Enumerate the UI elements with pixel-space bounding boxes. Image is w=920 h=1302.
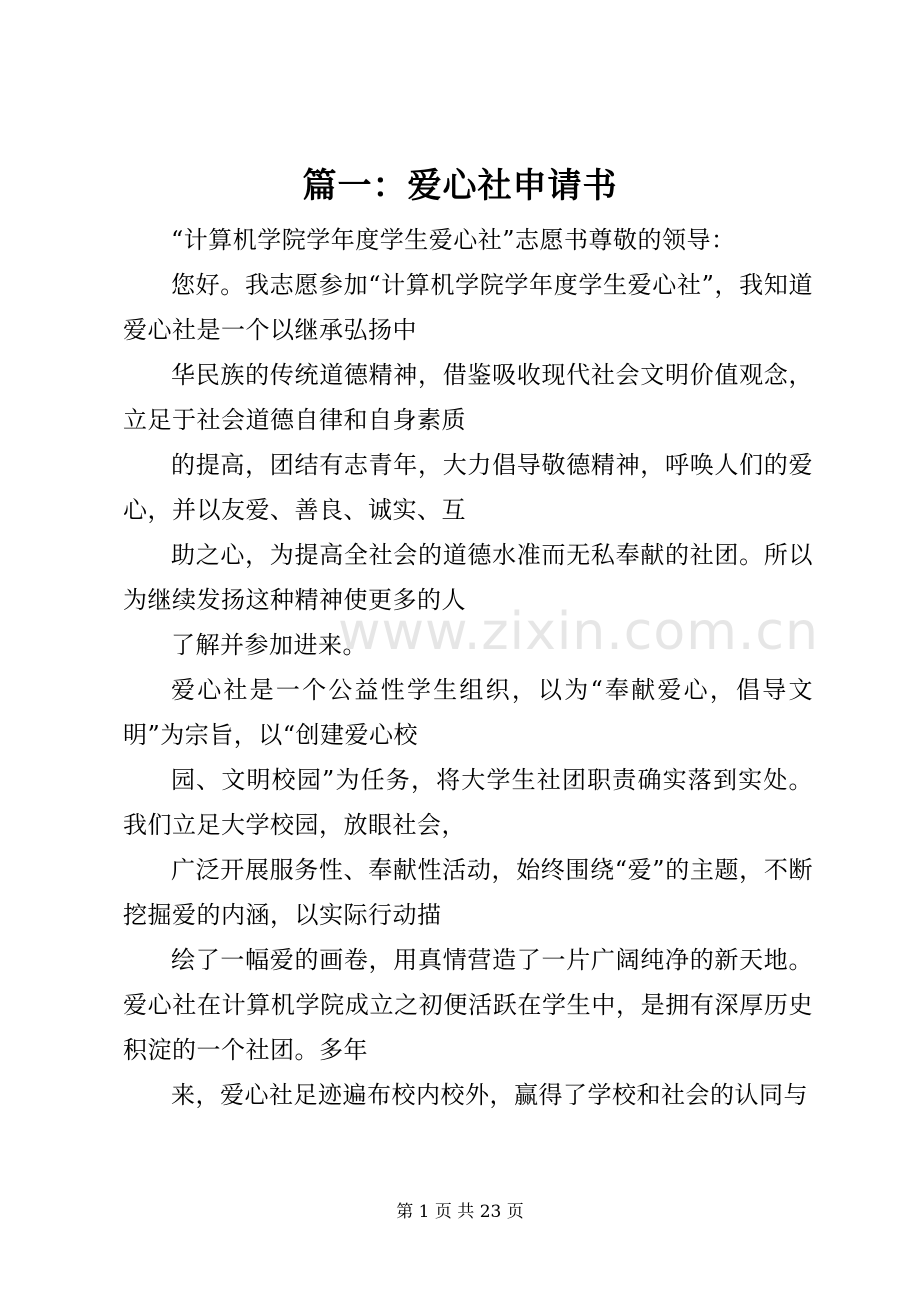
- page-number-footer: 第 1 页 共 23 页: [396, 1202, 524, 1222]
- document-title: 篇一：爱心社申请书: [302, 166, 618, 206]
- paragraph: “计算机学院学年度学生爱心社”志愿书尊敬的领导：: [171, 226, 736, 254]
- document-body: [123, 218, 813, 1118]
- paragraph: 华民族的传统道德精神，借鉴吸收现代社会文明价值观念，立足于社会道德自律和自身素质: [123, 361, 813, 434]
- paragraph: 来，爱心社足迹遍布校内校外，赢得了学校和社会的认同与: [171, 1081, 808, 1109]
- paragraph: 绘了一幅爱的画卷，用真情营造了一片广阔纯净的新天地。爱心社在计算机学院成立之初便活跃在学生中，是拥有深厚历史积淀的一个社团。多年: [123, 946, 813, 1064]
- paragraph: 园、文明校园”为任务，将大学生社团职责确实落到实处。我们立足大学校园，放眼社会，: [123, 766, 813, 839]
- paragraph: 助之心，为提高全社会的道德水准而无私奉献的社团。所以为继续发扬这种精神使更多的人: [123, 541, 813, 614]
- paragraph: 的提高，团结有志青年，大力倡导敬德精神，呼唤人们的爱心，并以友爱、善良、诚实、互: [123, 451, 813, 524]
- paragraph: 爱心社是一个公益性学生组织，以为“奉献爱心，倡导文明”为宗旨，以“创建爱心校: [123, 676, 813, 749]
- watermark-text: www.zixin.com.cn: [338, 602, 819, 662]
- paragraph: 您好。我志愿参加“计算机学院学年度学生爱心社”，我知道爱心社是一个以继承弘扬中: [123, 271, 813, 344]
- paragraph: 广泛开展服务性、奉献性活动，始终围绕“爱”的主题，不断挖掘爱的内涵，以实际行动描: [123, 856, 813, 929]
- paragraph: 了解并参加进来。: [171, 631, 367, 659]
